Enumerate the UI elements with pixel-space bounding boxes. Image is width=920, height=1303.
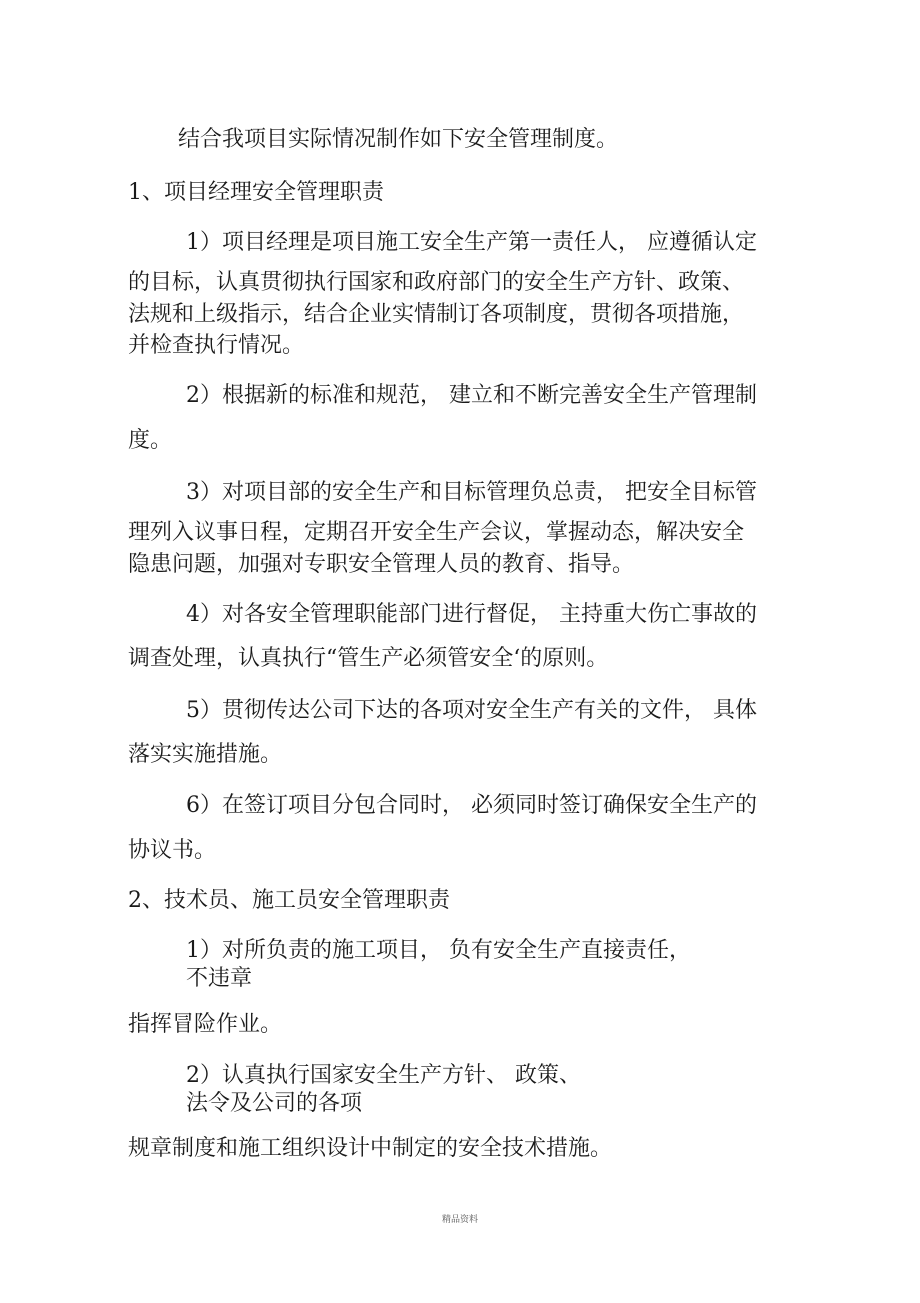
section-1-item-6-line-1: 6）在签订项目分包合同时， 必须同时签订确保安全生产的 [186, 793, 757, 818]
section-1-item-2-line-2: 度。 [128, 428, 173, 453]
intro-paragraph: 结合我项目实际情况制作如下安全管理制度。 [178, 127, 619, 152]
section-1-heading: 1、项目经理安全管理职责 [128, 180, 384, 205]
section-1-item-4-line-2: 调查处理，认真执行“管生产必须管安全‘的原则。 [128, 646, 609, 671]
section-1-item-4-line-1: 4）对各安全管理职能部门进行督促， 主持重大伤亡事故的 [186, 602, 757, 627]
section-1-item-5-line-1: 5）贯彻传达公司下达的各项对安全生产有关的文件， 具体 [186, 698, 757, 723]
section-2-item-2-line-2: 法令及公司的各项 [186, 1091, 363, 1116]
page-footer: 精品资料 [441, 1215, 478, 1225]
section-1-item-5-line-2: 落实实施措施。 [128, 742, 283, 767]
section-1-item-3-line-1: 3）对项目部的安全生产和目标管理负总责， 把安全目标管 [186, 480, 757, 505]
section-2-item-2-line-3: 规章制度和施工组织设计中制定的安全技术措施。 [128, 1136, 613, 1161]
section-2-item-1-line-2: 不违章 [186, 966, 253, 991]
section-1-item-6-line-2: 协议书。 [128, 838, 217, 863]
section-1-item-1-line-1: 1）项目经理是项目施工安全生产第一责任人， 应遵循认定 [186, 230, 757, 255]
section-1-item-2-line-1: 2）根据新的标准和规范， 建立和不断完善安全生产管理制 [186, 383, 757, 408]
section-1-item-3-line-3: 隐患问题，加强对专职安全管理人员的教育、指导。 [128, 552, 635, 577]
section-1-item-1-line-3: 法规和上级指示，结合企业实情制订各项制度，贯彻各项措施， [128, 302, 745, 327]
section-2-item-2-line-1: 2）认真执行国家安全生产方针、 政策、 [186, 1063, 581, 1088]
section-1-item-3-line-2: 理列入议事日程，定期召开安全生产会议，掌握动态，解决安全 [128, 520, 745, 545]
section-2-item-1-line-3: 指挥冒险作业。 [128, 1012, 283, 1037]
section-1-item-1-line-4: 并检查执行情况。 [128, 333, 305, 358]
section-2-item-1-line-1: 1）对所负责的施工项目， 负有安全生产直接责任， [186, 938, 691, 963]
section-1-item-1-line-2: 的目标，认真贯彻执行国家和政府部门的安全生产方针、政策、 [128, 270, 745, 295]
section-2-heading: 2、技术员、施工员安全管理职责 [128, 888, 450, 913]
